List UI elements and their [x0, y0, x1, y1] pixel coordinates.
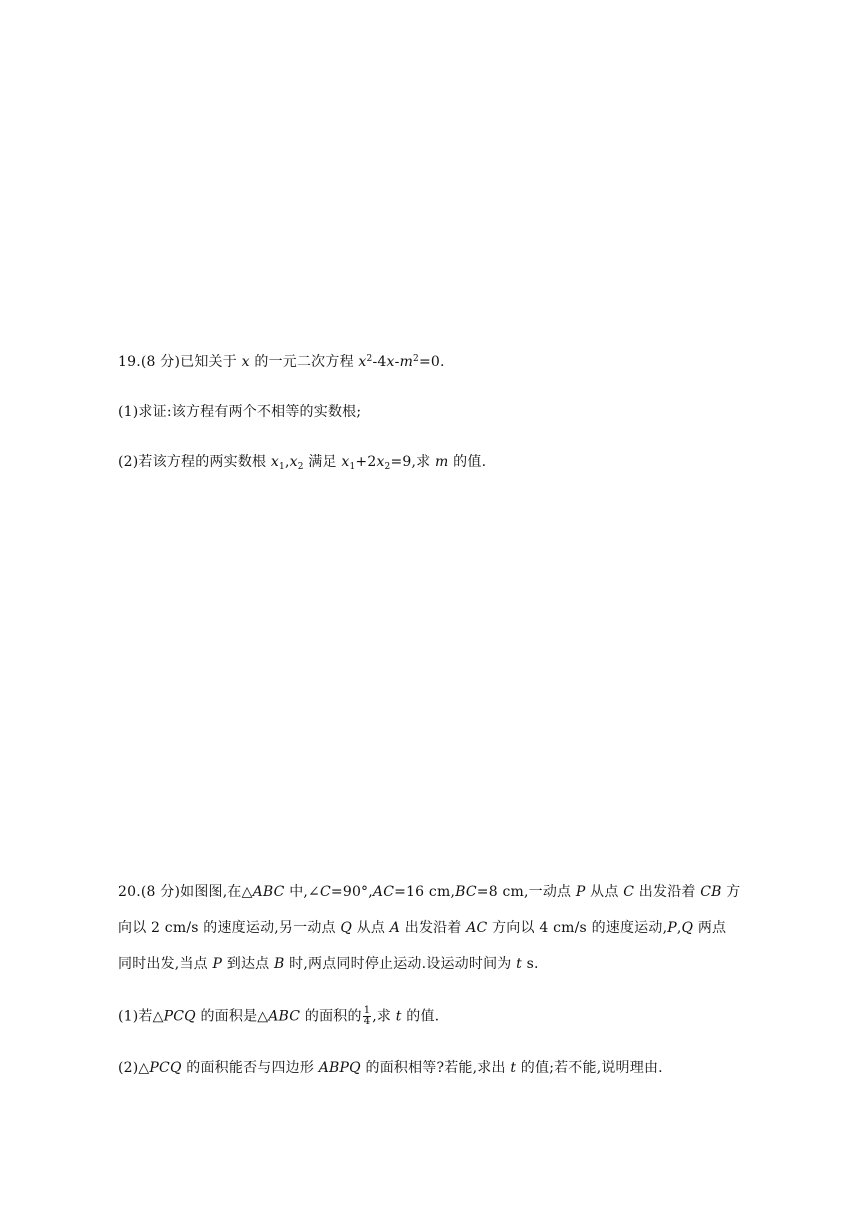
subscript: 2 — [297, 462, 304, 472]
q20-part1-text: 的值. — [401, 1008, 440, 1025]
q20-text: =16 cm, — [394, 884, 456, 900]
q20-text: 从点 — [352, 920, 390, 936]
var-pcq: PCQ — [163, 1008, 196, 1025]
q20-text: 20.(8 分)如图图,在△ — [118, 884, 253, 900]
q20-part1 — [118, 1006, 439, 1027]
equation-exponent: 2 — [366, 354, 373, 364]
var-c: C — [319, 884, 331, 900]
fraction-denominator: 4 — [363, 1016, 371, 1027]
q20-part1-text: ,求 — [372, 1008, 396, 1025]
q20-text: 同时出发,当点 — [118, 956, 213, 972]
q19-part2-text: , — [284, 454, 290, 470]
q19-part2-text: 满足 — [303, 454, 342, 470]
q20-part2-text: 的面积能否与四边形 — [181, 1060, 319, 1076]
subscript: 1 — [349, 462, 356, 472]
q20-part1-text: 的面积是△ — [195, 1008, 269, 1025]
q19-part2-text: 的值. — [448, 454, 487, 470]
q20-text: =90°, — [330, 884, 373, 900]
q20-text: 两点 — [693, 920, 727, 936]
q19-stem-text: 已知关于 — [180, 354, 242, 370]
var-q: Q — [340, 920, 353, 936]
q20-text: 方 — [721, 884, 741, 900]
fraction-one-quarter — [363, 1006, 372, 1027]
q19-stem — [118, 352, 445, 372]
var-x2: x — [376, 454, 385, 470]
q20-part1-text: (1)若△ — [118, 1008, 164, 1025]
var-t: t — [395, 1008, 402, 1025]
equation-term: - — [394, 354, 400, 370]
var-x: x — [241, 354, 250, 370]
var-p: P — [212, 956, 223, 972]
q19-part1-text: (1)求证:该方程有两个不相等的实数根; — [118, 404, 362, 420]
var-p: P — [667, 920, 677, 936]
q20-text: , — [676, 920, 682, 936]
var-abpq: ABPQ — [318, 1060, 361, 1076]
var-q: Q — [681, 920, 694, 936]
q20-stem-line3 — [118, 954, 539, 974]
q20-part2-text: (2)△ — [118, 1060, 150, 1076]
var-p: P — [575, 884, 586, 900]
var-x2: x — [289, 454, 298, 470]
q19-part2-text: (2)若该方程的两实数根 — [118, 454, 271, 470]
q19-part2 — [118, 452, 486, 472]
q20-text: 出发沿着 — [634, 884, 701, 900]
equation-x: x — [358, 354, 367, 370]
subscript: 1 — [279, 462, 285, 472]
var-abc: ABC — [268, 1008, 301, 1025]
q20-text: 向以 2 cm/s 的速度运动,另一动点 — [118, 920, 341, 936]
q20-part2 — [118, 1058, 663, 1078]
var-t: t — [510, 1060, 517, 1076]
var-pcq: PCQ — [149, 1060, 182, 1076]
equation-exponent: 2 — [413, 354, 419, 364]
q20-text: 方向以 4 cm/s 的速度运动, — [487, 920, 668, 936]
q19-part1 — [118, 402, 361, 422]
q20-part2-text: 的面积相等?若能,求出 — [360, 1060, 511, 1076]
var-abc: ABC — [252, 884, 285, 900]
var-ac: AC — [372, 884, 395, 900]
q19-stem-text: 的一元二次方程 — [249, 354, 359, 370]
q20-part2-text: 的值;若不能,说明理由. — [516, 1060, 663, 1076]
var-b: B — [274, 956, 285, 972]
q19-part2-text: +2 — [355, 454, 377, 470]
q20-text: s. — [521, 956, 539, 972]
equation-term: -4 — [372, 354, 387, 370]
q20-stem-line1 — [118, 882, 741, 902]
equation-x: x — [386, 354, 395, 370]
q20-text: 出发沿着 — [400, 920, 467, 936]
q20-text: =8 cm,一动点 — [476, 884, 576, 900]
subscript: 2 — [384, 462, 391, 472]
q20-part1-text: 的面积的 — [300, 1008, 362, 1025]
q19-score: (8 分) — [140, 354, 181, 370]
q20-text: 时,两点同时停止运动.设运动时间为 — [284, 956, 517, 972]
q20-text: 从点 — [585, 884, 624, 900]
var-x1: x — [270, 454, 279, 470]
var-x1: x — [341, 454, 350, 470]
var-a: A — [389, 920, 401, 936]
fraction-numerator: 1 — [363, 1005, 371, 1016]
var-bc: BC — [455, 884, 477, 900]
equation-term: =0. — [418, 354, 445, 370]
equation-m: m — [399, 354, 414, 370]
q20-text: 到达点 — [222, 956, 275, 972]
var-m: m — [435, 454, 449, 470]
var-c: C — [623, 884, 635, 900]
var-cb: CB — [700, 884, 722, 900]
q20-text: 中,∠ — [284, 884, 320, 900]
q19-part2-text: =9,求 — [390, 454, 436, 470]
q19-number: 19. — [118, 354, 141, 370]
q20-stem-line2 — [118, 918, 726, 938]
var-t: t — [516, 956, 522, 972]
var-ac: AC — [466, 920, 488, 936]
